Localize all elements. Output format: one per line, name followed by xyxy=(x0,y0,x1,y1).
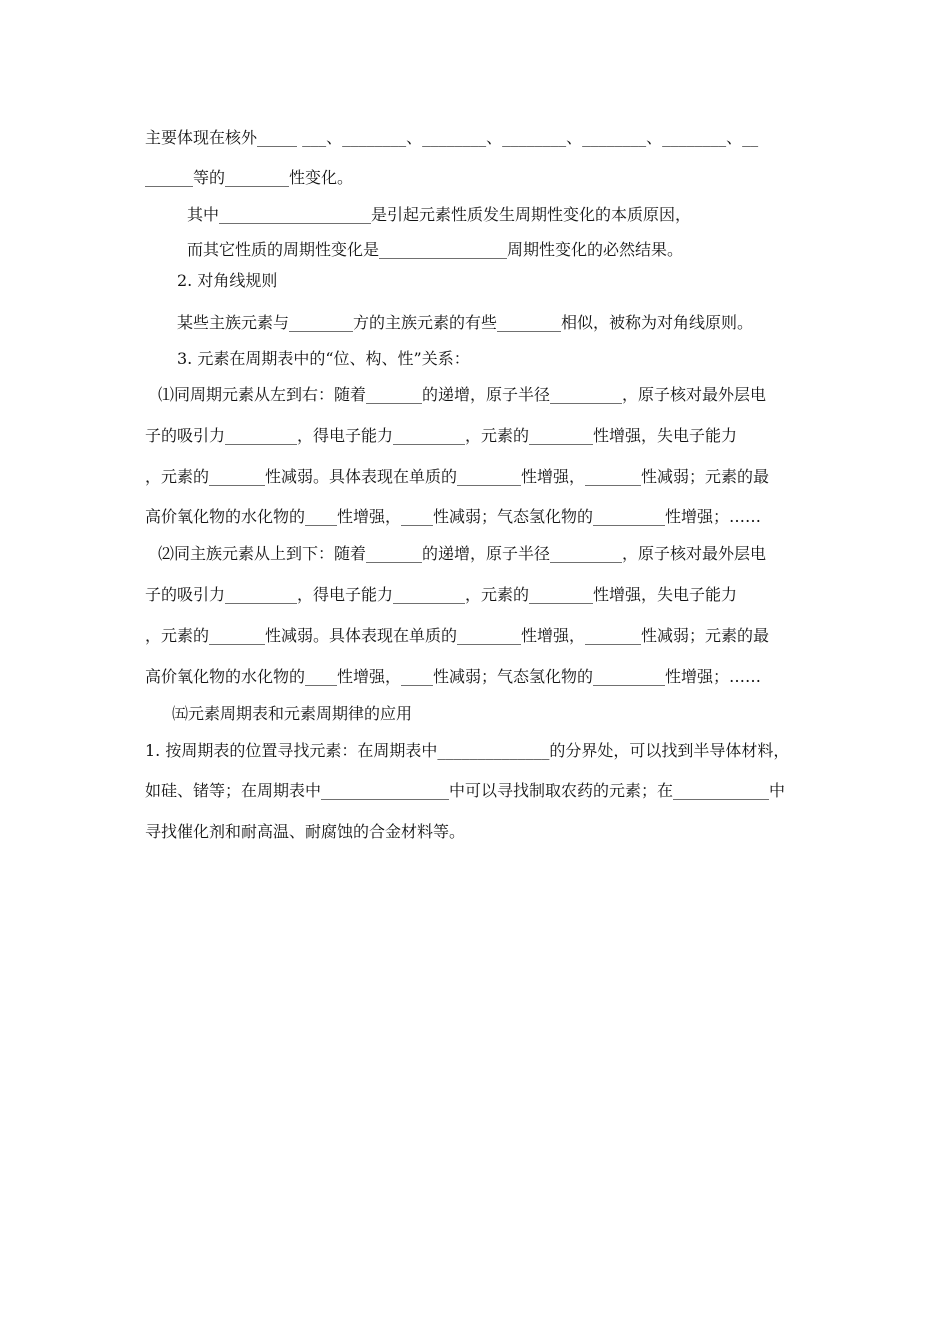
text-line-4: 而其它性质的周期性变化是________________周期性变化的必然结果。 xyxy=(187,240,684,259)
section-heading-applications: ㈤元素周期表和元素周期律的应用 xyxy=(172,704,413,723)
section-heading-relations: 3. 元素在周期表中的“位、构、性”关系： xyxy=(177,349,470,368)
text-line-2: ______等的________性变化。 xyxy=(145,168,354,187)
text-line-10: ，元素的_______性减弱。具体表现在单质的________性增强，_______性减弱；元素的最 xyxy=(145,467,770,486)
text-line-11: 高价氧化物的水化物的____性增强，____性减弱；气态氢化物的_________性增强；…… xyxy=(145,507,762,526)
section-heading-diagonal-rule: 2. 对角线规则 xyxy=(177,271,278,290)
text-line-1: 主要体现在核外_____ ___、________、________、________、________、________、__ xyxy=(145,128,759,147)
text-line-3: 其中___________________是引起元素性质发生周期性变化的本质原因， xyxy=(187,205,692,224)
text-line-18: 如硅、锗等；在周期表中________________中可以寻找制取农药的元素；在____________中 xyxy=(145,781,786,800)
text-line-9: 子的吸引力_________，得电子能力_________，元素的________性增强，失电子能力 xyxy=(145,426,738,445)
text-line-17: 1. 按周期表的位置寻找元素：在周期表中______________的分界处，可以找到半导体材料， xyxy=(145,741,790,760)
text-line-19: 寻找催化剂和耐高温、耐腐蚀的合金材料等。 xyxy=(145,822,466,841)
text-line-14: ，元素的_______性减弱。具体表现在单质的________性增强，_______性减弱；元素的最 xyxy=(145,626,770,645)
text-line-8: ⑴同周期元素从左到右：随着_______的递增，原子半径_________，原子核对最外层电 xyxy=(158,385,767,404)
text-line-12: ⑵同主族元素从上到下：随着_______的递增，原子半径_________，原子核对最外层电 xyxy=(158,544,767,563)
text-line-6: 某些主族元素与________方的主族元素的有些________相似，被称为对角线原则。 xyxy=(177,313,754,332)
text-line-15: 高价氧化物的水化物的____性增强，____性减弱；气态氢化物的_________性增强；…… xyxy=(145,667,762,686)
text-line-13: 子的吸引力_________，得电子能力_________，元素的________性增强，失电子能力 xyxy=(145,585,738,604)
